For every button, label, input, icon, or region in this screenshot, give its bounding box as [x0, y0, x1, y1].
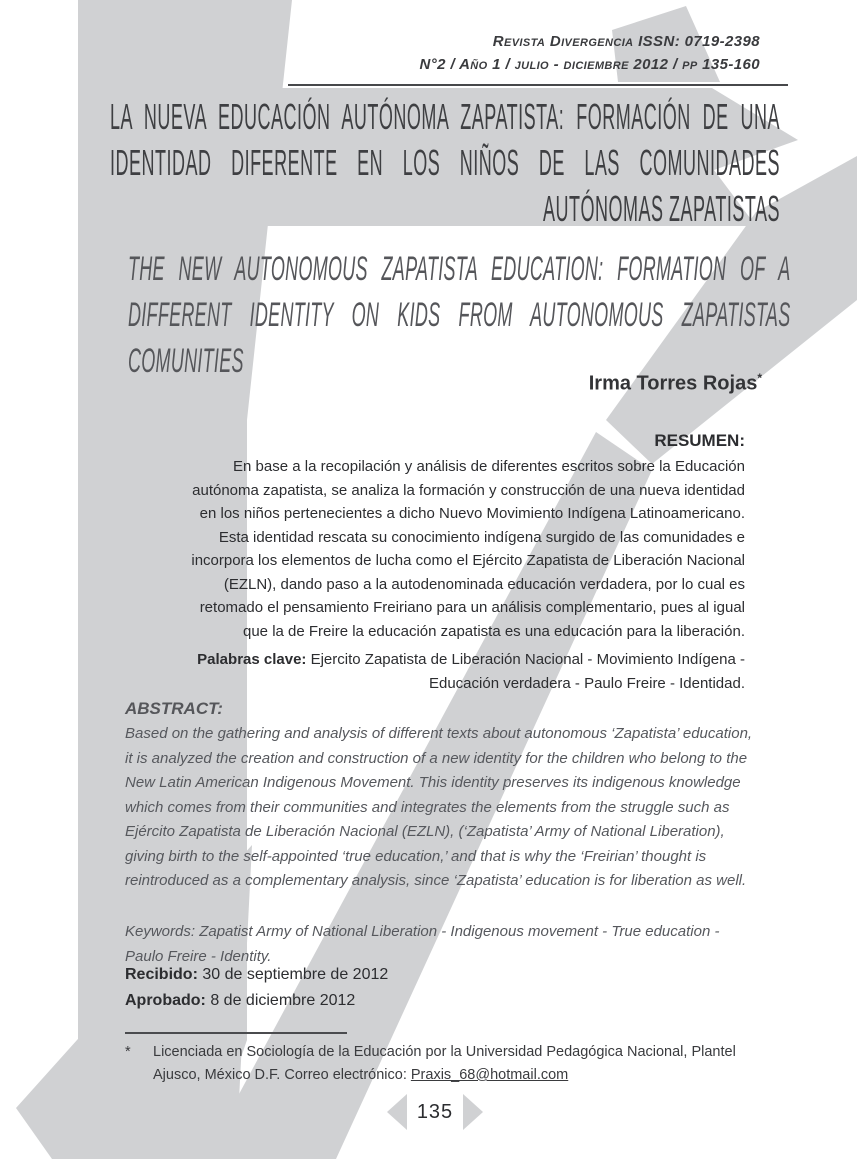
- approved-line: [125, 988, 388, 1014]
- article-title-spanish: LA NUEVA EDUCACIÓN AUTÓNOMA ZAPATISTA: FORMACIÓN DE UNA IDENTIDAD DIFERENTE EN LOS NIÑOS DE LAS COMUNIDADES AUTÓNOMAS ZAPATISTAS: [110, 96, 780, 229]
- keywords-label: Keywords:: [125, 923, 196, 940]
- journal-header: [420, 30, 760, 76]
- issue-info: N°2 / Año 1 / julio - diciembre 2012 / pp 135-160: [419, 56, 760, 73]
- footnote-email-link[interactable]: Praxis_68@hotmail.com: [410, 1067, 569, 1083]
- received-date: 30 de septiembre de 2012: [202, 966, 389, 983]
- article-title-english: THE NEW AUTONOMOUS ZAPATISTA EDUCATION: FORMATION OF A DIFFERENT IDENTITY ON KIDS FROM AUTONOMOUS ZAPATISTAS COMUNITIES: [128, 250, 791, 380]
- keywords-text: Zapatist Army of National Liberation - Indigenous movement - True education - Paulo Freire - Identity.: [125, 923, 720, 965]
- footnote-text-body: Licenciada en Sociología de la Educación por la Universidad Pedagógica Nacional, Plantel Ajusco, México D.F. Correo electrónico:: [153, 1044, 736, 1083]
- palabras-clave-text: Ejercito Zapatista de Liberación Nacional - Movimiento Indígena - Educación verdadera - Paulo Freire - Identidad.: [310, 651, 745, 692]
- author-name: [589, 371, 762, 396]
- palabras-clave-label: Palabras clave:: [197, 651, 307, 668]
- footnote-text: [153, 1041, 765, 1087]
- dates-block: [125, 962, 388, 1014]
- footnote-mark: *: [125, 1044, 131, 1060]
- approved-label: Aprobado:: [125, 992, 206, 1009]
- resumen-paragraph: En base a la recopilación y análisis de diferentes escritos sobre la Educación autónoma zapatista, se analiza la formación y construcción de una nueva identidad en los niños pertenecientes a dicho Nuevo Movimiento Indígena Latinoamericano. Esta identidad rescata su conocimiento indígena surgido de las comunidades e incorpora los elementos de lucha como el Ejército Zapatista de Liberación Nacional (EZLN), dando paso a la autodenominada educación verdadera, por lo cual es retomado el pensamiento Freiriano para un análisis complementario, pues al igual que la de Freire la educación zapatista es una educación para la liberación.: [191, 458, 745, 640]
- author-name-text: Irma Torres Rojas: [588, 372, 758, 395]
- received-label: Recibido:: [125, 966, 198, 983]
- abstract-paragraph: Based on the gathering and analysis of different texts about autonomous ‘Zapatista’ education, it is analyzed the creation and construction of a new identity for the children who belong to the New Latin American Indigenous Movement. This identity preserves its indigenous knowledge which comes from their communities and integrates the elements from the struggle such as Ejército Zapatista de Liberación Nacional (EZLN), (‘Zapatista’ Army of National Liberation), giving birth to the self-appointed ‘true education,’ and that is why the ‘Freirian’ thought is reintroduced as a complementary analysis, since ‘Zapatista’ education is for liberation as well.: [125, 725, 753, 889]
- author-footnote-mark: *: [757, 371, 762, 385]
- author-footnote: [125, 1041, 765, 1087]
- page-arrow-right-icon: [463, 1094, 483, 1130]
- abstract-heading: ABSTRACT:: [125, 699, 223, 718]
- journal-name-issn: Revista Divergencia ISSN: 0719-2398: [492, 33, 760, 50]
- header-rule: [288, 84, 788, 86]
- page-number: 135: [416, 1100, 454, 1123]
- palabras-clave-line: [190, 648, 745, 695]
- page-number-marker: [385, 1092, 485, 1132]
- page-arrow-left-icon: [387, 1094, 407, 1130]
- received-line: [125, 962, 388, 988]
- footnote-rule: [125, 1032, 347, 1034]
- resumen-heading: RESUMEN:: [654, 431, 745, 450]
- approved-date: 8 de diciembre 2012: [210, 992, 356, 1009]
